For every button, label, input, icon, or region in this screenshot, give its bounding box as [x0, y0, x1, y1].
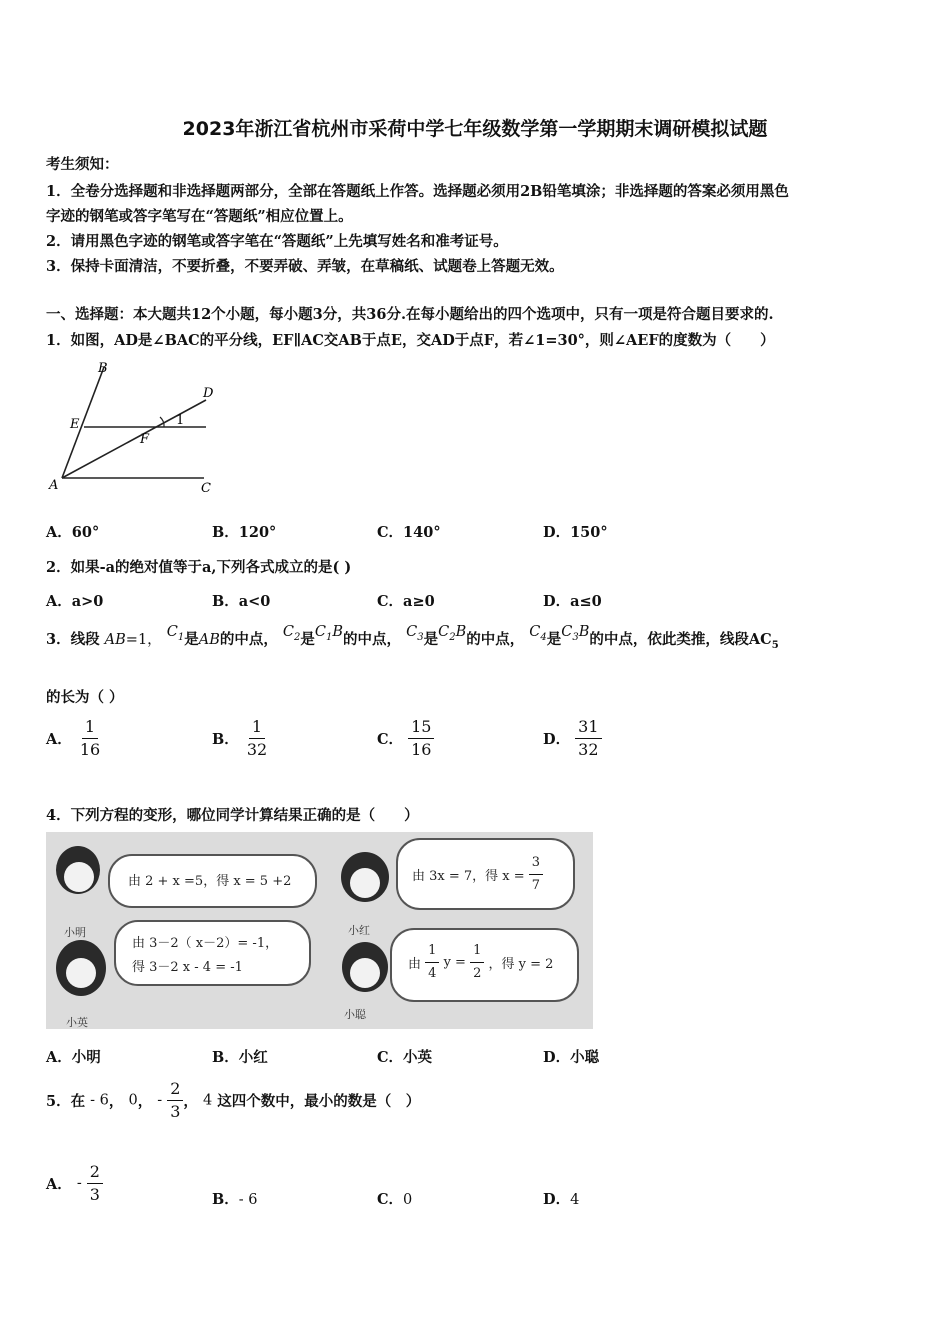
q1-option-a[interactable]: A．60°: [46, 524, 100, 541]
bubble-xiaoming-text: 由 2 + x =5，得 x = 5 +2: [128, 874, 292, 889]
q2-text: 2．如果-a的绝对值等于a,下列各式成立的是( ): [46, 559, 352, 576]
bubble-xiaoying-line2: 得 3－2 x - 4 = -1: [132, 960, 243, 975]
notice-line-1: 1．全卷分选择题和非选择题两部分，全部在答题纸上作答。选择题必须用2B铅笔填涂；非选择题的答案必须用黑色: [46, 183, 789, 200]
fraction: $\frac{1}{32}$: [246, 717, 268, 759]
q2-option-a[interactable]: A．a>0: [46, 593, 104, 610]
q4-option-b[interactable]: B．小红: [212, 1049, 268, 1066]
q3-option-d[interactable]: D． $\frac{31}{32}$: [543, 718, 602, 759]
fraction: $\frac{15}{16}$: [408, 718, 434, 759]
q1-option-b[interactable]: B．120°: [212, 524, 277, 541]
name-xiaoming: 小明: [64, 926, 86, 939]
q5-text: 5．在 - 6， 0， - $\frac{2}{3}$ ， 4 这四个数中，最小的数是（ ）: [46, 1079, 421, 1121]
q1-option-c[interactable]: C．140°: [377, 524, 441, 541]
q2-option-c[interactable]: C．a≥0: [377, 593, 435, 610]
angle-1-arc: [160, 417, 164, 427]
label-a: A: [49, 478, 59, 493]
name-xiaoying: 小英: [66, 1016, 88, 1029]
bubble-xiaoying-line1: 由 3－2（ x－2）= -1，: [132, 936, 279, 951]
q1-option-d[interactable]: D．150°: [543, 524, 608, 541]
notice-line-4: 3．保持卡面清洁，不要折叠，不要弄破、弄皱，在草稿纸、试题卷上答题无效。: [46, 258, 564, 275]
name-xiaocong: 小聪: [344, 1008, 366, 1021]
q5-option-a[interactable]: A． - $\frac{2}{3}$: [46, 1163, 103, 1204]
q4-text: 4．下列方程的变形，哪位同学计算结果正确的是（ ）: [46, 807, 419, 824]
q2-option-d[interactable]: D．a≤0: [543, 593, 602, 610]
section-heading: 一、选择题：本大题共12个小题，每小题3分，共36分.在每小题给出的四个选项中，只有一项是符合题目要求的.: [46, 306, 774, 323]
q4-option-a[interactable]: A．小明: [46, 1049, 101, 1066]
line-ad: [62, 400, 206, 478]
q5-option-d[interactable]: D．4: [543, 1191, 580, 1208]
notice-line-3: 2．请用黑色字迹的钢笔或答字笔在“答题纸”上先填写姓名和准考证号。: [46, 233, 508, 250]
bubble-xiaohong-text: 由 3x = 7，得 x = $\frac{3}{7}$: [412, 854, 543, 895]
bubble-xiaoying: [114, 920, 311, 986]
page-title: 2023年浙江省杭州市采荷中学七年级数学第一学期期末调研模拟试题: [182, 118, 768, 140]
q3-text-line2: 的长为（ ）: [46, 689, 124, 706]
notice-line-2: 字迹的钢笔或答字笔写在“答题纸”相应位置上。: [46, 208, 353, 225]
q1-text: 1．如图，AD是∠BAC的平分线，EF∥AC交AB于点E，交AD于点F，若∠1=30°，则∠AEF的度数为（ ）: [46, 332, 775, 349]
q5-option-b[interactable]: B．- 6: [212, 1191, 258, 1208]
label-angle-1: 1: [176, 413, 185, 428]
q2-option-b[interactable]: B．a<0: [212, 593, 271, 610]
q3-text: 3．线段 AB=1， $C_1$是AB的中点， $C_2$是$C_1B$的中点， $C_3$是$C_2B$的中点， $C_4$是$C_3B$的中点，依此类推，线段$AC_5$: [46, 624, 779, 651]
line-ab: [62, 367, 104, 478]
q4-cartoon-image: [46, 832, 593, 1029]
label-b: B: [98, 361, 108, 376]
bubble-xiaocong-text: 由 $\frac{1}{4}$ y = $\frac{1}{2}$ ，得 y = 2: [408, 943, 554, 981]
q5-option-c[interactable]: C．0: [377, 1191, 413, 1208]
label-f: F: [140, 432, 150, 447]
notice-heading: 考生须知：: [46, 156, 119, 173]
q3-option-a[interactable]: A． $\frac{1}{16}$: [46, 718, 103, 759]
fraction: $\frac{1}{16}$: [79, 717, 101, 759]
fraction: $\frac{31}{32}$: [575, 718, 601, 759]
q3-option-c[interactable]: C． $\frac{15}{16}$: [377, 718, 434, 759]
label-e: E: [70, 417, 80, 432]
q1-geometry-figure: [46, 355, 226, 500]
label-c: C: [201, 481, 211, 496]
name-xiaohong: 小红: [348, 924, 370, 937]
q3-option-b[interactable]: B． $\frac{1}{32}$: [212, 718, 270, 759]
q4-option-c[interactable]: C．小英: [377, 1049, 433, 1066]
label-d: D: [203, 386, 214, 401]
q4-option-d[interactable]: D．小聪: [543, 1049, 600, 1066]
